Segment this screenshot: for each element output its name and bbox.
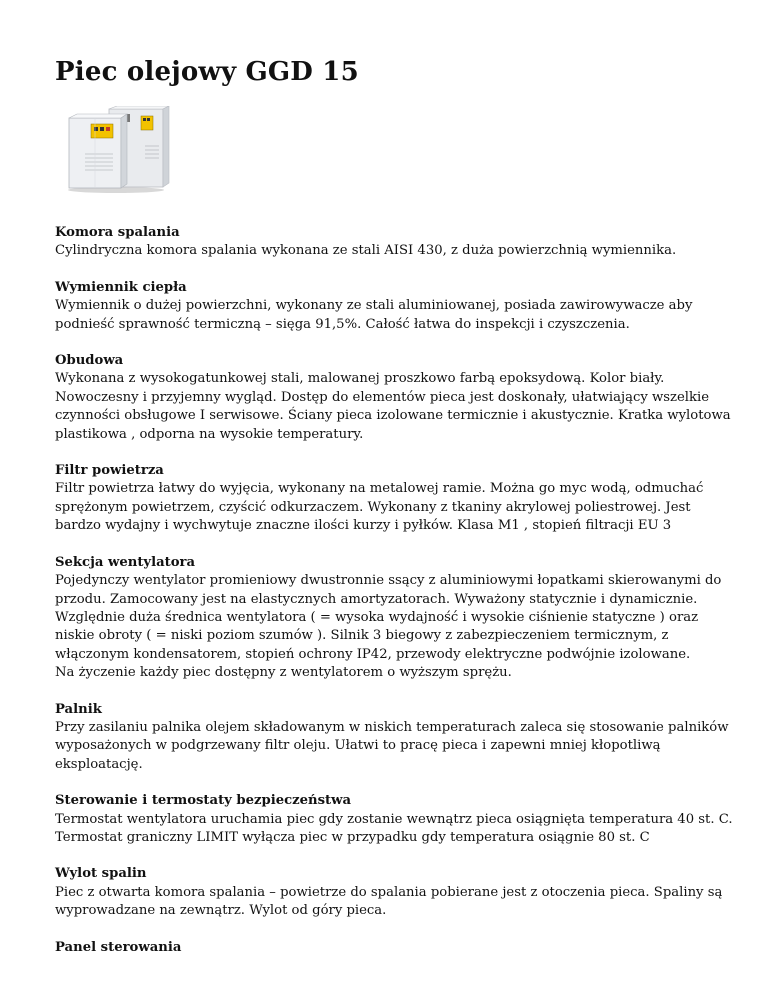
section-text-line: niskie obroty ( = niski poziom szumów ). Silnik 3 biegowy z zabezpieczeniem termicznym, z <box>55 628 669 644</box>
section-text-line: Filtr powietrza łatwy do wyjęcia, wykonany na metalowej ramie. Można go myc wodą, odmuchać <box>55 481 704 497</box>
section-title: Sekcja wentylatora <box>55 554 196 570</box>
section <box>55 352 745 444</box>
section-text-line: bardzo wydajny i wychwytuje znaczne ilości kurzy i pyłków. Klasa M1 , stopień filtracji EU 3 <box>55 518 672 534</box>
section-text-line: eksploatację. <box>55 756 143 772</box>
section-text-line: Względnie duża średnica wentylatora ( = wysoka wydajność i wysokie ciśnienie statyczne ) oraz <box>55 609 699 625</box>
section-text-line: plastikowa , odporna na wysokie temperatury. <box>55 426 364 442</box>
section <box>55 939 745 957</box>
section-text-line: Cylindryczna komora spalania wykonana ze stali AISI 430, z duża powierzchnią wymiennika. <box>55 243 677 259</box>
section-text-line: wyprowadzane na zewnątrz. Wylot od góry pieca. <box>55 903 387 919</box>
section-title: Obudowa <box>55 353 124 369</box>
section-text-line: Na życzenie każdy piec dostępny z wentylatorem o wyższym sprężu. <box>55 665 512 681</box>
document-page <box>55 0 745 975</box>
section <box>55 462 745 536</box>
page-title: Piec olejowy GGD 15 <box>55 57 359 87</box>
section-text-line: Termostat wentylatora uruchamia piec gdy zostanie wewnątrz pieca osiągnięta temperatura 40 st. C. <box>55 811 733 827</box>
section-title: Wymiennik ciepła <box>55 279 187 295</box>
section-text-line: Piec z otwarta komora spalania – powietrze do spalania pobierane jest z otoczenia pieca. Spaliny są <box>55 884 723 900</box>
section-text-line: podnieść sprawność termiczną – sięga 91,5%. Całość łatwa do inspekcji i czyszczenia. <box>55 316 630 332</box>
section <box>55 554 745 683</box>
section <box>55 701 745 775</box>
section-text-line: wyposażonych w podgrzewany filtr oleju. Ułatwi to pracę pieca i zapewni mniej kłopotliwą <box>55 738 661 754</box>
section-text-line: włączonym kondensatorem, stopień ochrony IP42, przewody elektryczne podwójnie izolowane. <box>55 646 691 662</box>
section <box>55 279 745 334</box>
section-text-line: sprężonym powietrzem, czyścić odkurzaczem. Wykonany z tkaniny akrylowej poliestrowej. Jest <box>55 499 691 515</box>
oil-heater-illustration <box>61 106 171 196</box>
section <box>55 792 745 847</box>
section <box>55 865 745 920</box>
section-title: Komora spalania <box>55 225 180 240</box>
section-text-line: przodu. Zamocowany jest na elastycznych amortyzatorach. Wyważony statycznie i dynamicznie. <box>55 591 698 607</box>
product-image <box>61 106 171 196</box>
section-title: Sterowanie i termostaty bezpieczeństwa <box>55 793 352 809</box>
sections-list <box>55 224 745 957</box>
section <box>55 224 745 261</box>
section-text-line: Nowoczesny i przyjemny wygląd. Dostęp do elementów pieca jest doskonały, ułatwiający wszelkie <box>55 389 710 405</box>
section-text-line: Termostat graniczny LIMIT wyłącza piec w przypadku gdy temperatura osiągnie 80 st. C <box>55 829 650 845</box>
section-title: Palnik <box>55 701 102 717</box>
section-text-line: czynności obsługowe I serwisowe. Ściany pieca izolowane termicznie i akustycznie. Kratka wylotowa <box>55 408 731 424</box>
section-text-line: Wymiennik o dużej powierzchni, wykonany ze stali aluminiowanej, posiada zawirowywacze aby <box>55 298 693 314</box>
section-title: Wylot spalin <box>55 866 147 882</box>
section-text-line: Pojedynczy wentylator promieniowy dwustronnie ssący z aluminiowymi łopatkami skierowanymi do <box>55 573 722 589</box>
section-title: Panel sterowania <box>55 939 182 955</box>
section-title: Filtr powietrza <box>55 463 164 479</box>
section-text-line: Przy zasilaniu palnika olejem składowanym w niskich temperaturach zaleca się stosowanie palników <box>55 719 729 735</box>
section-text-line: Wykonana z wysokogatunkowej stali, malowanej proszkowo farbą epoksydową. Kolor biały. <box>55 371 665 387</box>
